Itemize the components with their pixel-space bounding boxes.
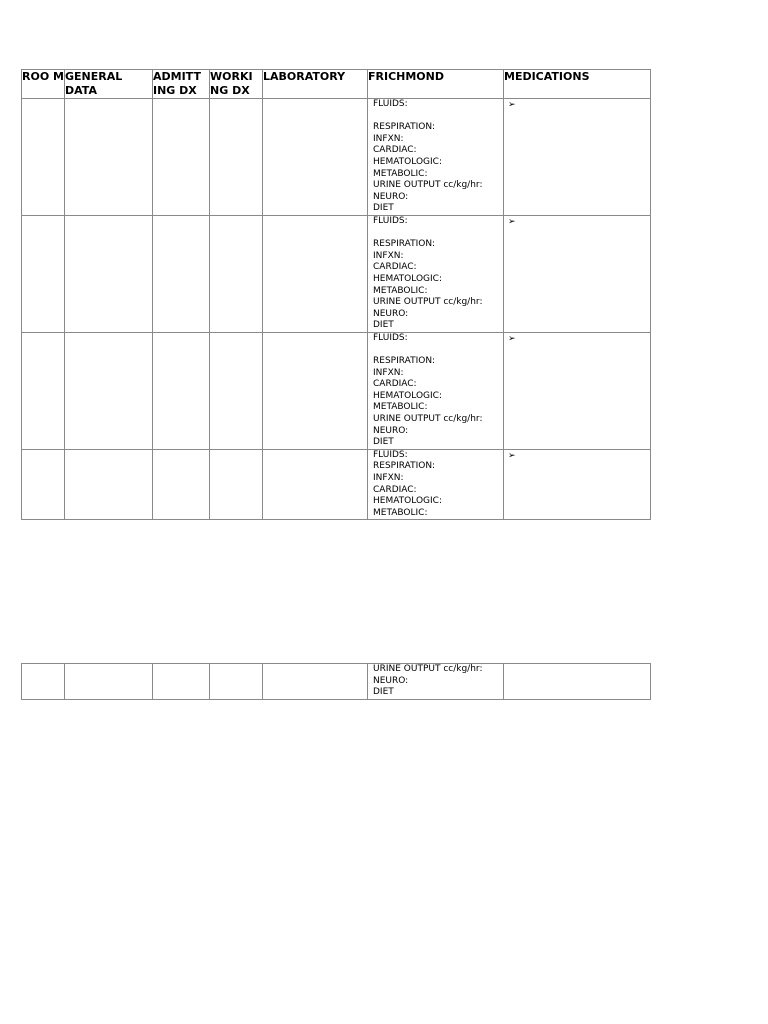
admitting-dx-cell[interactable] [153, 449, 210, 520]
admitting-dx-cell[interactable] [153, 664, 210, 700]
frichmond-cell[interactable] [368, 449, 504, 520]
header-admitting-dx: ADMITT ING DX [153, 70, 210, 99]
header-room: ROO M [22, 70, 65, 99]
working-dx-cell[interactable] [210, 99, 263, 216]
medications-cell[interactable] [504, 332, 651, 449]
frichmond-line: NEURO: [373, 675, 409, 686]
frichmond-cell[interactable] [368, 99, 504, 216]
frichmond-line: NEURO: [373, 425, 409, 436]
frichmond-line: DIET [373, 687, 394, 698]
frichmond-line: CARDIAC: [373, 484, 417, 495]
general-data-cell[interactable] [65, 664, 153, 700]
frichmond-line: HEMATOLOGIC: [373, 496, 442, 507]
laboratory-cell[interactable] [263, 449, 368, 520]
frichmond-line: CARDIAC: [373, 145, 417, 156]
frichmond-cell[interactable] [368, 332, 504, 449]
laboratory-cell[interactable] [263, 99, 368, 216]
frichmond-line: INFXN: [373, 133, 404, 144]
frichmond-line: CARDIAC: [373, 379, 417, 390]
room-cell[interactable] [22, 215, 65, 332]
general-data-cell[interactable] [65, 99, 153, 216]
medications-cell[interactable] [504, 215, 651, 332]
room-cell[interactable] [22, 449, 65, 520]
frichmond-line: METABOLIC: [373, 402, 428, 413]
arrow-bullet-icon: ➢ [508, 333, 516, 344]
frichmond-line: URINE OUTPUT cc/kg/hr: [373, 414, 483, 425]
frichmond-line: URINE OUTPUT cc/kg/hr: [373, 297, 483, 308]
frichmond-line: INFXN: [373, 367, 404, 378]
general-data-cell[interactable] [65, 332, 153, 449]
frichmond-line: NEURO: [373, 308, 409, 319]
frichmond-line: URINE OUTPUT cc/kg/hr: [373, 180, 483, 191]
admitting-dx-cell[interactable] [153, 332, 210, 449]
frichmond-line: HEMATOLOGIC: [373, 273, 442, 284]
frichmond-line: INFXN: [373, 473, 404, 483]
working-dx-cell[interactable] [210, 664, 263, 700]
header-laboratory: LABORATORY [263, 70, 368, 99]
admitting-dx-cell[interactable] [153, 215, 210, 332]
laboratory-cell[interactable] [263, 215, 368, 332]
frichmond-line: URINE OUTPUT cc/kg/hr: [373, 664, 483, 674]
table-row [22, 449, 651, 520]
general-data-cell[interactable] [65, 215, 153, 332]
medications-cell[interactable] [504, 664, 651, 700]
frichmond-line: DIET [373, 437, 394, 448]
frichmond-line: HEMATOLOGIC: [373, 156, 442, 167]
general-data-cell[interactable] [65, 449, 153, 520]
admitting-dx-cell[interactable] [153, 99, 210, 216]
arrow-bullet-icon: ➢ [508, 216, 516, 227]
frichmond-cell[interactable] [368, 215, 504, 332]
frichmond-line: FLUIDS: [373, 99, 408, 109]
working-dx-cell[interactable] [210, 215, 263, 332]
census-table [21, 69, 651, 520]
table-row [22, 332, 651, 449]
frichmond-line: CARDIAC: [373, 262, 417, 273]
frichmond-line: FLUIDS: [373, 332, 408, 343]
frichmond-line: HEMATOLOGIC: [373, 390, 442, 401]
frichmond-line [373, 111, 503, 123]
arrow-bullet-icon: ➢ [508, 100, 516, 110]
frichmond-line: RESPIRATION: [373, 239, 436, 250]
frichmond-line: METABOLIC: [373, 168, 428, 179]
table-row [22, 664, 651, 700]
working-dx-cell[interactable] [210, 449, 263, 520]
header-medications: MEDICATIONS [504, 70, 651, 99]
frichmond-line [373, 228, 503, 240]
frichmond-line: RESPIRATION: [373, 122, 436, 133]
frichmond-line: DIET [373, 203, 394, 214]
header-frichmond: FRICHMOND [368, 70, 504, 99]
medications-cell[interactable] [504, 99, 651, 216]
frichmond-cell[interactable] [368, 664, 504, 700]
frichmond-line: FLUIDS: [373, 449, 408, 460]
frichmond-line: FLUIDS: [373, 215, 408, 226]
frichmond-line: METABOLIC: [373, 507, 428, 518]
header-general-data: GENERAL DATA [65, 70, 153, 99]
frichmond-line: RESPIRATION: [373, 356, 436, 367]
room-cell[interactable] [22, 664, 65, 700]
medications-cell[interactable] [504, 449, 651, 520]
frichmond-line: METABOLIC: [373, 285, 428, 296]
frichmond-line: NEURO: [373, 191, 409, 202]
laboratory-cell[interactable] [263, 332, 368, 449]
header-row [22, 70, 651, 99]
table-row [22, 215, 651, 332]
header-working-dx: WORKI NG DX [210, 70, 263, 99]
room-cell[interactable] [22, 332, 65, 449]
arrow-bullet-icon: ➢ [508, 450, 516, 461]
table-row [22, 99, 651, 216]
laboratory-cell[interactable] [263, 664, 368, 700]
census-table-continuation [21, 663, 651, 700]
frichmond-line [373, 344, 503, 356]
frichmond-line: INFXN: [373, 250, 404, 261]
working-dx-cell[interactable] [210, 332, 263, 449]
room-cell[interactable] [22, 99, 65, 216]
frichmond-line: DIET [373, 320, 394, 331]
frichmond-line: RESPIRATION: [373, 461, 436, 472]
